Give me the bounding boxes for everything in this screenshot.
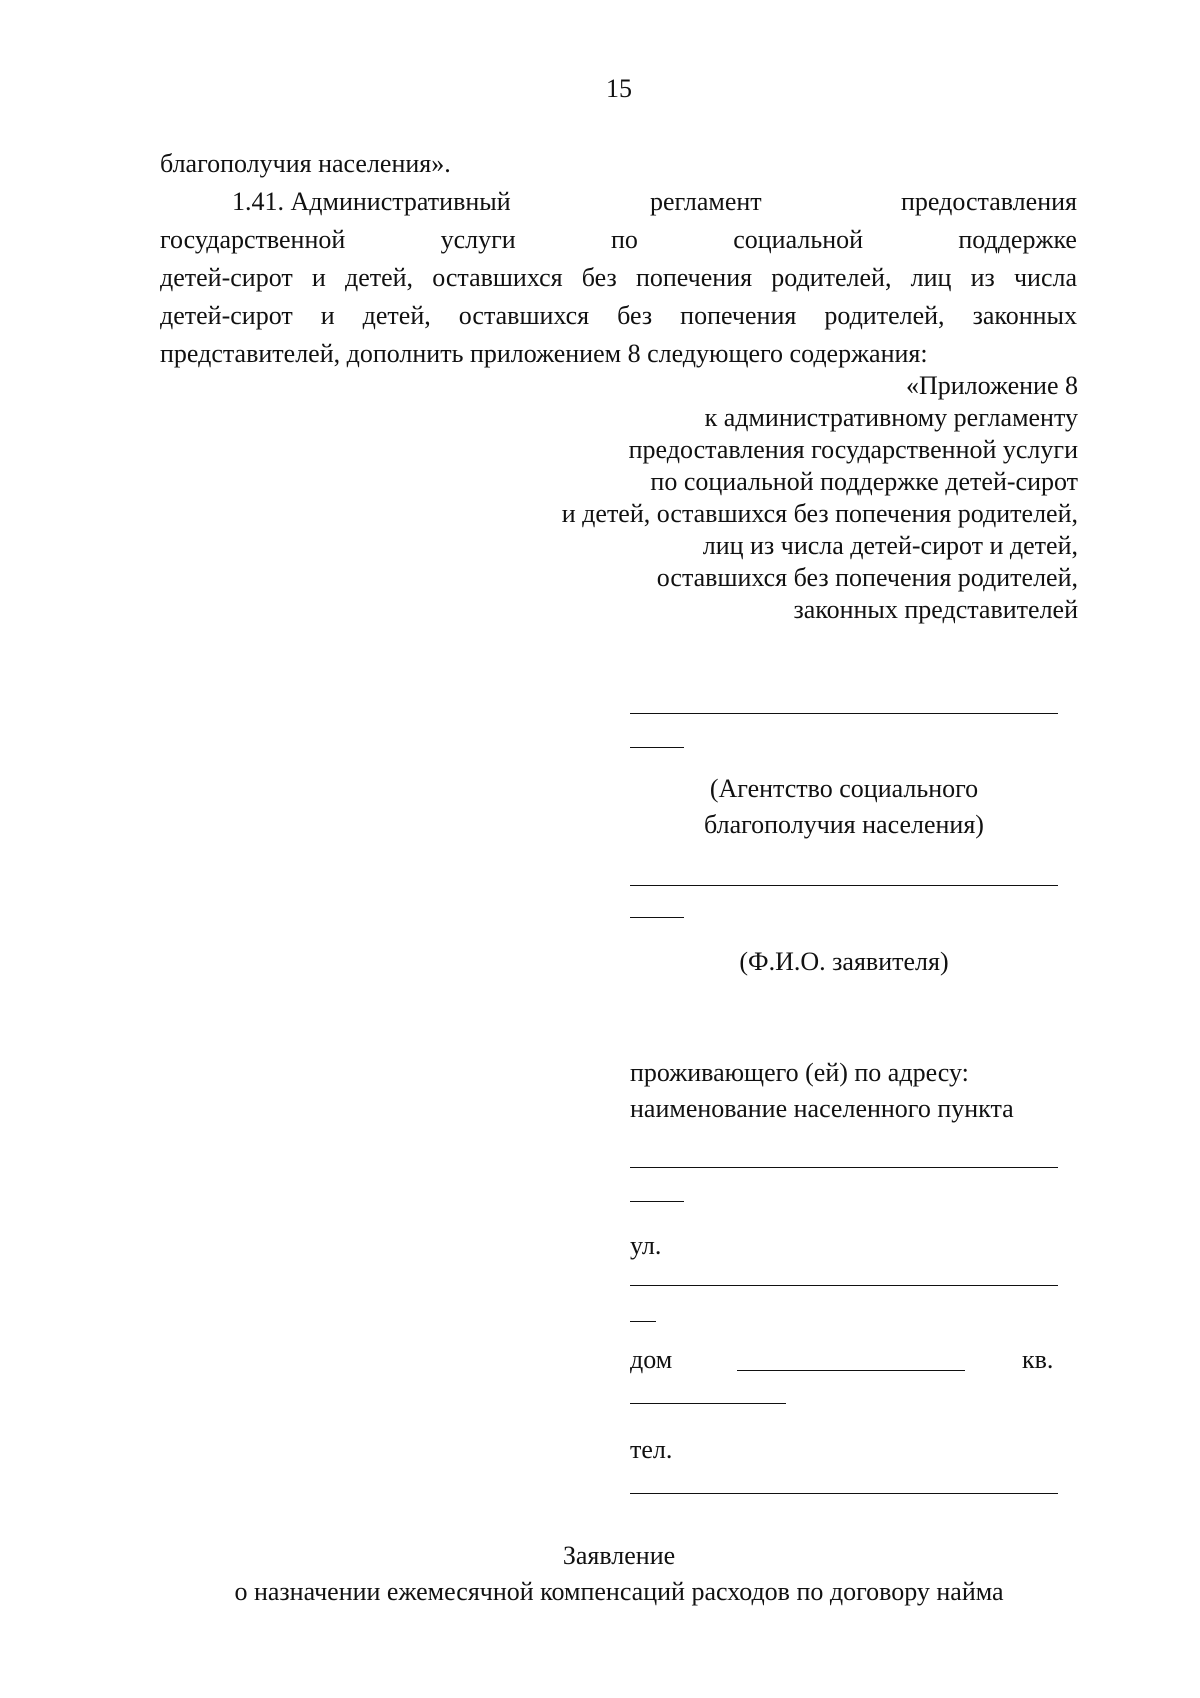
body-line-0: благополучия населения».	[160, 149, 451, 178]
page-number: 15	[606, 74, 632, 103]
agency-caption-1: (Агентство социального	[709, 774, 979, 803]
document-subtitle: о назначении ежемесячной компенсаций расходов по договору найма	[234, 1577, 1004, 1606]
appendix-header-line: лиц из числа детей-сирот и детей,	[702, 531, 1078, 560]
street-blank-line[interactable]	[630, 1285, 1058, 1286]
body-line-1-word: предоставления	[901, 187, 1077, 216]
applicant-caption: (Ф.И.О. заявителя)	[739, 947, 949, 976]
appendix-header-line: по социальной поддержке детей-сирот	[650, 467, 1078, 496]
street-label: ул.	[630, 1231, 662, 1260]
house-blank-line[interactable]	[737, 1370, 965, 1371]
body-line-2-word: государственной	[160, 225, 346, 254]
agency-caption-2: благополучия населения)	[704, 810, 984, 839]
appendix-header-line: предоставления государственной услуги	[628, 435, 1078, 464]
body-line-5: представителей, дополнить приложением 8 следующего содержания:	[160, 339, 928, 368]
house-label: дом	[630, 1345, 673, 1374]
appendix-header-line: «Приложение 8	[905, 371, 1078, 400]
address-label-1: проживающего (ей) по адресу:	[630, 1058, 969, 1087]
phone-blank-line[interactable]	[630, 1493, 1058, 1494]
agency-blank-line[interactable]	[630, 713, 1058, 714]
appendix-header-line: к административному регламенту	[704, 403, 1078, 432]
appendix-header-line: оставшихся без попечения родителей,	[656, 563, 1078, 592]
apartment-label: кв.	[1022, 1345, 1054, 1374]
phone-label: тел.	[630, 1435, 673, 1464]
appendix-header-line: и детей, оставшихся без попечения родителей,	[561, 499, 1078, 528]
document-title: Заявление	[562, 1541, 676, 1570]
apartment-blank-line[interactable]	[630, 1403, 786, 1404]
body-line-2-word: социальной	[733, 225, 864, 254]
body-line-1-word: регламент	[649, 187, 762, 216]
body-line-2	[160, 221, 1077, 259]
body-line-3: детей-сирот и детей, оставшихся без попечения родителей, лиц из числа	[160, 263, 1077, 292]
body-line-2-word: по	[611, 225, 638, 254]
body-line-2-word: поддержке	[958, 225, 1077, 254]
agency-blank-line-continuation	[630, 747, 684, 748]
locality-blank-line[interactable]	[630, 1167, 1058, 1168]
address-label-2: наименование населенного пункта	[630, 1094, 1014, 1123]
body-line-4: детей-сирот и детей, оставшихся без попечения родителей, законных	[160, 301, 1077, 330]
body-line-2-word: услуги	[440, 225, 516, 254]
applicant-name-blank-line-continuation	[630, 917, 684, 918]
body-line-1	[232, 183, 1077, 221]
appendix-header-line: законных представителей	[793, 595, 1078, 624]
appendix-header	[562, 370, 1078, 626]
street-blank-line-continuation	[630, 1321, 656, 1322]
locality-blank-line-continuation	[630, 1201, 684, 1202]
applicant-name-blank-line[interactable]	[630, 885, 1058, 886]
body-line-1-word: 1.41. Административный	[232, 187, 511, 216]
